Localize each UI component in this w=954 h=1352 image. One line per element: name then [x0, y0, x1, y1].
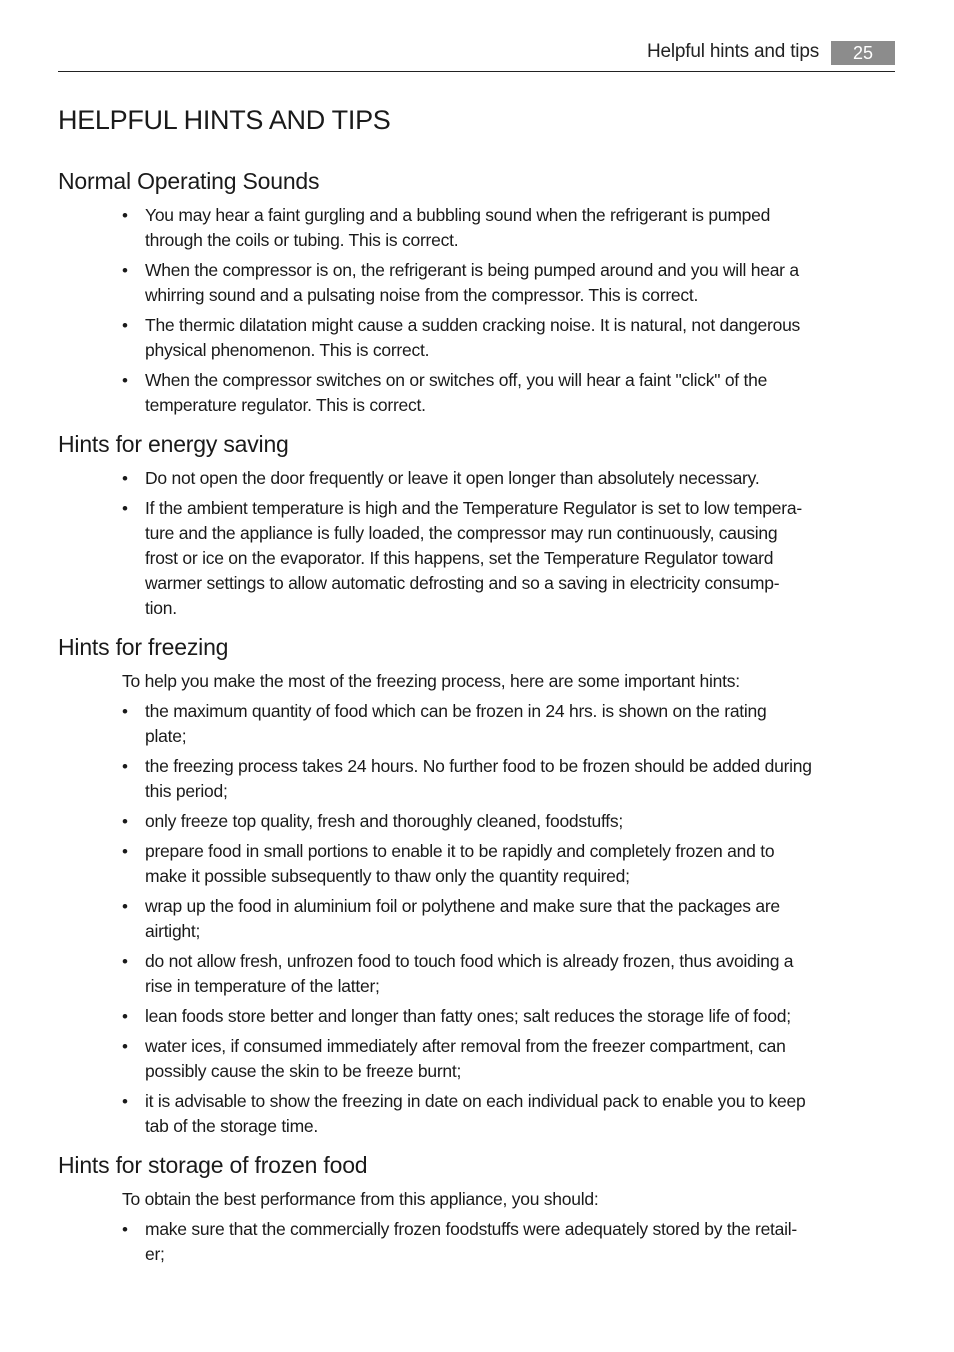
list-item: [122, 699, 895, 749]
list-item: [122, 203, 895, 253]
list-item-text: do not allow fresh, unfrozen food to touch food which is already frozen, thus avoiding a rise in temperature of the latter;: [145, 951, 794, 996]
list-item-text: make sure that the commercially frozen foodstuffs were adequately stored by the retail- er;: [145, 1219, 798, 1264]
running-header: [58, 38, 895, 72]
list-item-text: it is advisable to show the freezing in date on each individual pack to enable you to keep tab of the storage time.: [145, 1091, 806, 1136]
bullet-icon: •: [122, 952, 128, 971]
bullet-icon: •: [122, 469, 128, 488]
list-item-text: the freezing process takes 24 hours. No further food to be frozen should be added during this period;: [145, 756, 812, 801]
bullet-icon: •: [122, 897, 128, 916]
list-item: [122, 894, 895, 944]
bullet-icon: •: [122, 1037, 128, 1056]
list-item: [122, 368, 895, 418]
section-intro: To help you make the most of the freezing process, here are some important hints:: [122, 671, 740, 691]
list-item: [122, 466, 895, 491]
list-item-text: Do not open the door frequently or leave it open longer than absolutely necessary.: [145, 468, 760, 488]
document-page: [58, 0, 895, 1352]
list-item: [122, 1089, 895, 1139]
bullet-icon: •: [122, 702, 128, 721]
list-item-text: wrap up the food in aluminium foil or polythene and make sure that the packages are airtight;: [145, 896, 780, 941]
section-heading-energy-saving: Hints for energy saving: [58, 431, 289, 457]
bullet-icon: •: [122, 842, 128, 861]
section-heading-normal-operating-sounds: Normal Operating Sounds: [58, 168, 320, 194]
list-item: [122, 1217, 895, 1267]
list-item: [122, 754, 895, 804]
section-heading-freezing: Hints for freezing: [58, 634, 229, 660]
bullet-icon: •: [122, 1092, 128, 1111]
list-item-text: The thermic dilatation might cause a sudden cracking noise. It is natural, not dangerous physical phenomenon. This is correct.: [145, 315, 801, 360]
section-heading-storage-frozen-food: Hints for storage of frozen food: [58, 1152, 368, 1178]
list-item: [122, 949, 895, 999]
list-item-text: water ices, if consumed immediately after removal from the freezer compartment, can possibly cause the skin to be freeze burnt;: [145, 1036, 786, 1081]
list-item-text: When the compressor switches on or switches off, you will hear a faint "click" of the temperature regulator. This is correct.: [145, 370, 768, 415]
list-item: [122, 496, 895, 621]
bullet-icon: •: [122, 316, 128, 335]
list-item: [122, 1034, 895, 1084]
page-title: HELPFUL HINTS AND TIPS: [58, 105, 391, 135]
list-item: [122, 809, 895, 834]
bullet-icon: •: [122, 1007, 128, 1026]
list-item-text: the maximum quantity of food which can be frozen in 24 hrs. is shown on the rating plate;: [145, 701, 767, 746]
bullet-icon: •: [122, 1220, 128, 1239]
section-intro: To obtain the best performance from this appliance, you should:: [122, 1189, 599, 1209]
page-number-badge: 25: [831, 41, 895, 65]
bullet-icon: •: [122, 206, 128, 225]
bullet-icon: •: [122, 757, 128, 776]
list-item: [122, 258, 895, 308]
list-item-text: lean foods store better and longer than fatty ones; salt reduces the storage life of food;: [145, 1006, 791, 1026]
bullet-icon: •: [122, 812, 128, 831]
list-item: [122, 1004, 895, 1029]
bullet-icon: •: [122, 371, 128, 390]
list-item: [122, 839, 895, 889]
bullet-icon: •: [122, 261, 128, 280]
list-item-text: only freeze top quality, fresh and thoroughly cleaned, foodstuffs;: [145, 811, 624, 831]
list-item-text: You may hear a faint gurgling and a bubbling sound when the refrigerant is pumped through the coils or tubing. This is correct.: [145, 205, 771, 250]
list-item-text: When the compressor is on, the refrigerant is being pumped around and you will hear a whirring sound and a pulsating noise from the compressor. This is correct.: [145, 260, 799, 305]
bullet-icon: •: [122, 499, 128, 518]
list-item-text: If the ambient temperature is high and the Temperature Regulator is set to low tempera- ture and the appliance is fully loaded, the compressor may run continuously, causing frost or ice on the evaporator. If this happens, set the Temperature Regulator toward warmer settings to allow automatic defrosting and so a saving in electricity consump- tion.: [145, 498, 802, 618]
running-header-title: Helpful hints and tips: [647, 41, 819, 62]
list-item-text: prepare food in small portions to enable it to be rapidly and completely frozen and to make it possible subsequently to thaw only the quantity required;: [145, 841, 775, 886]
list-item: [122, 313, 895, 363]
